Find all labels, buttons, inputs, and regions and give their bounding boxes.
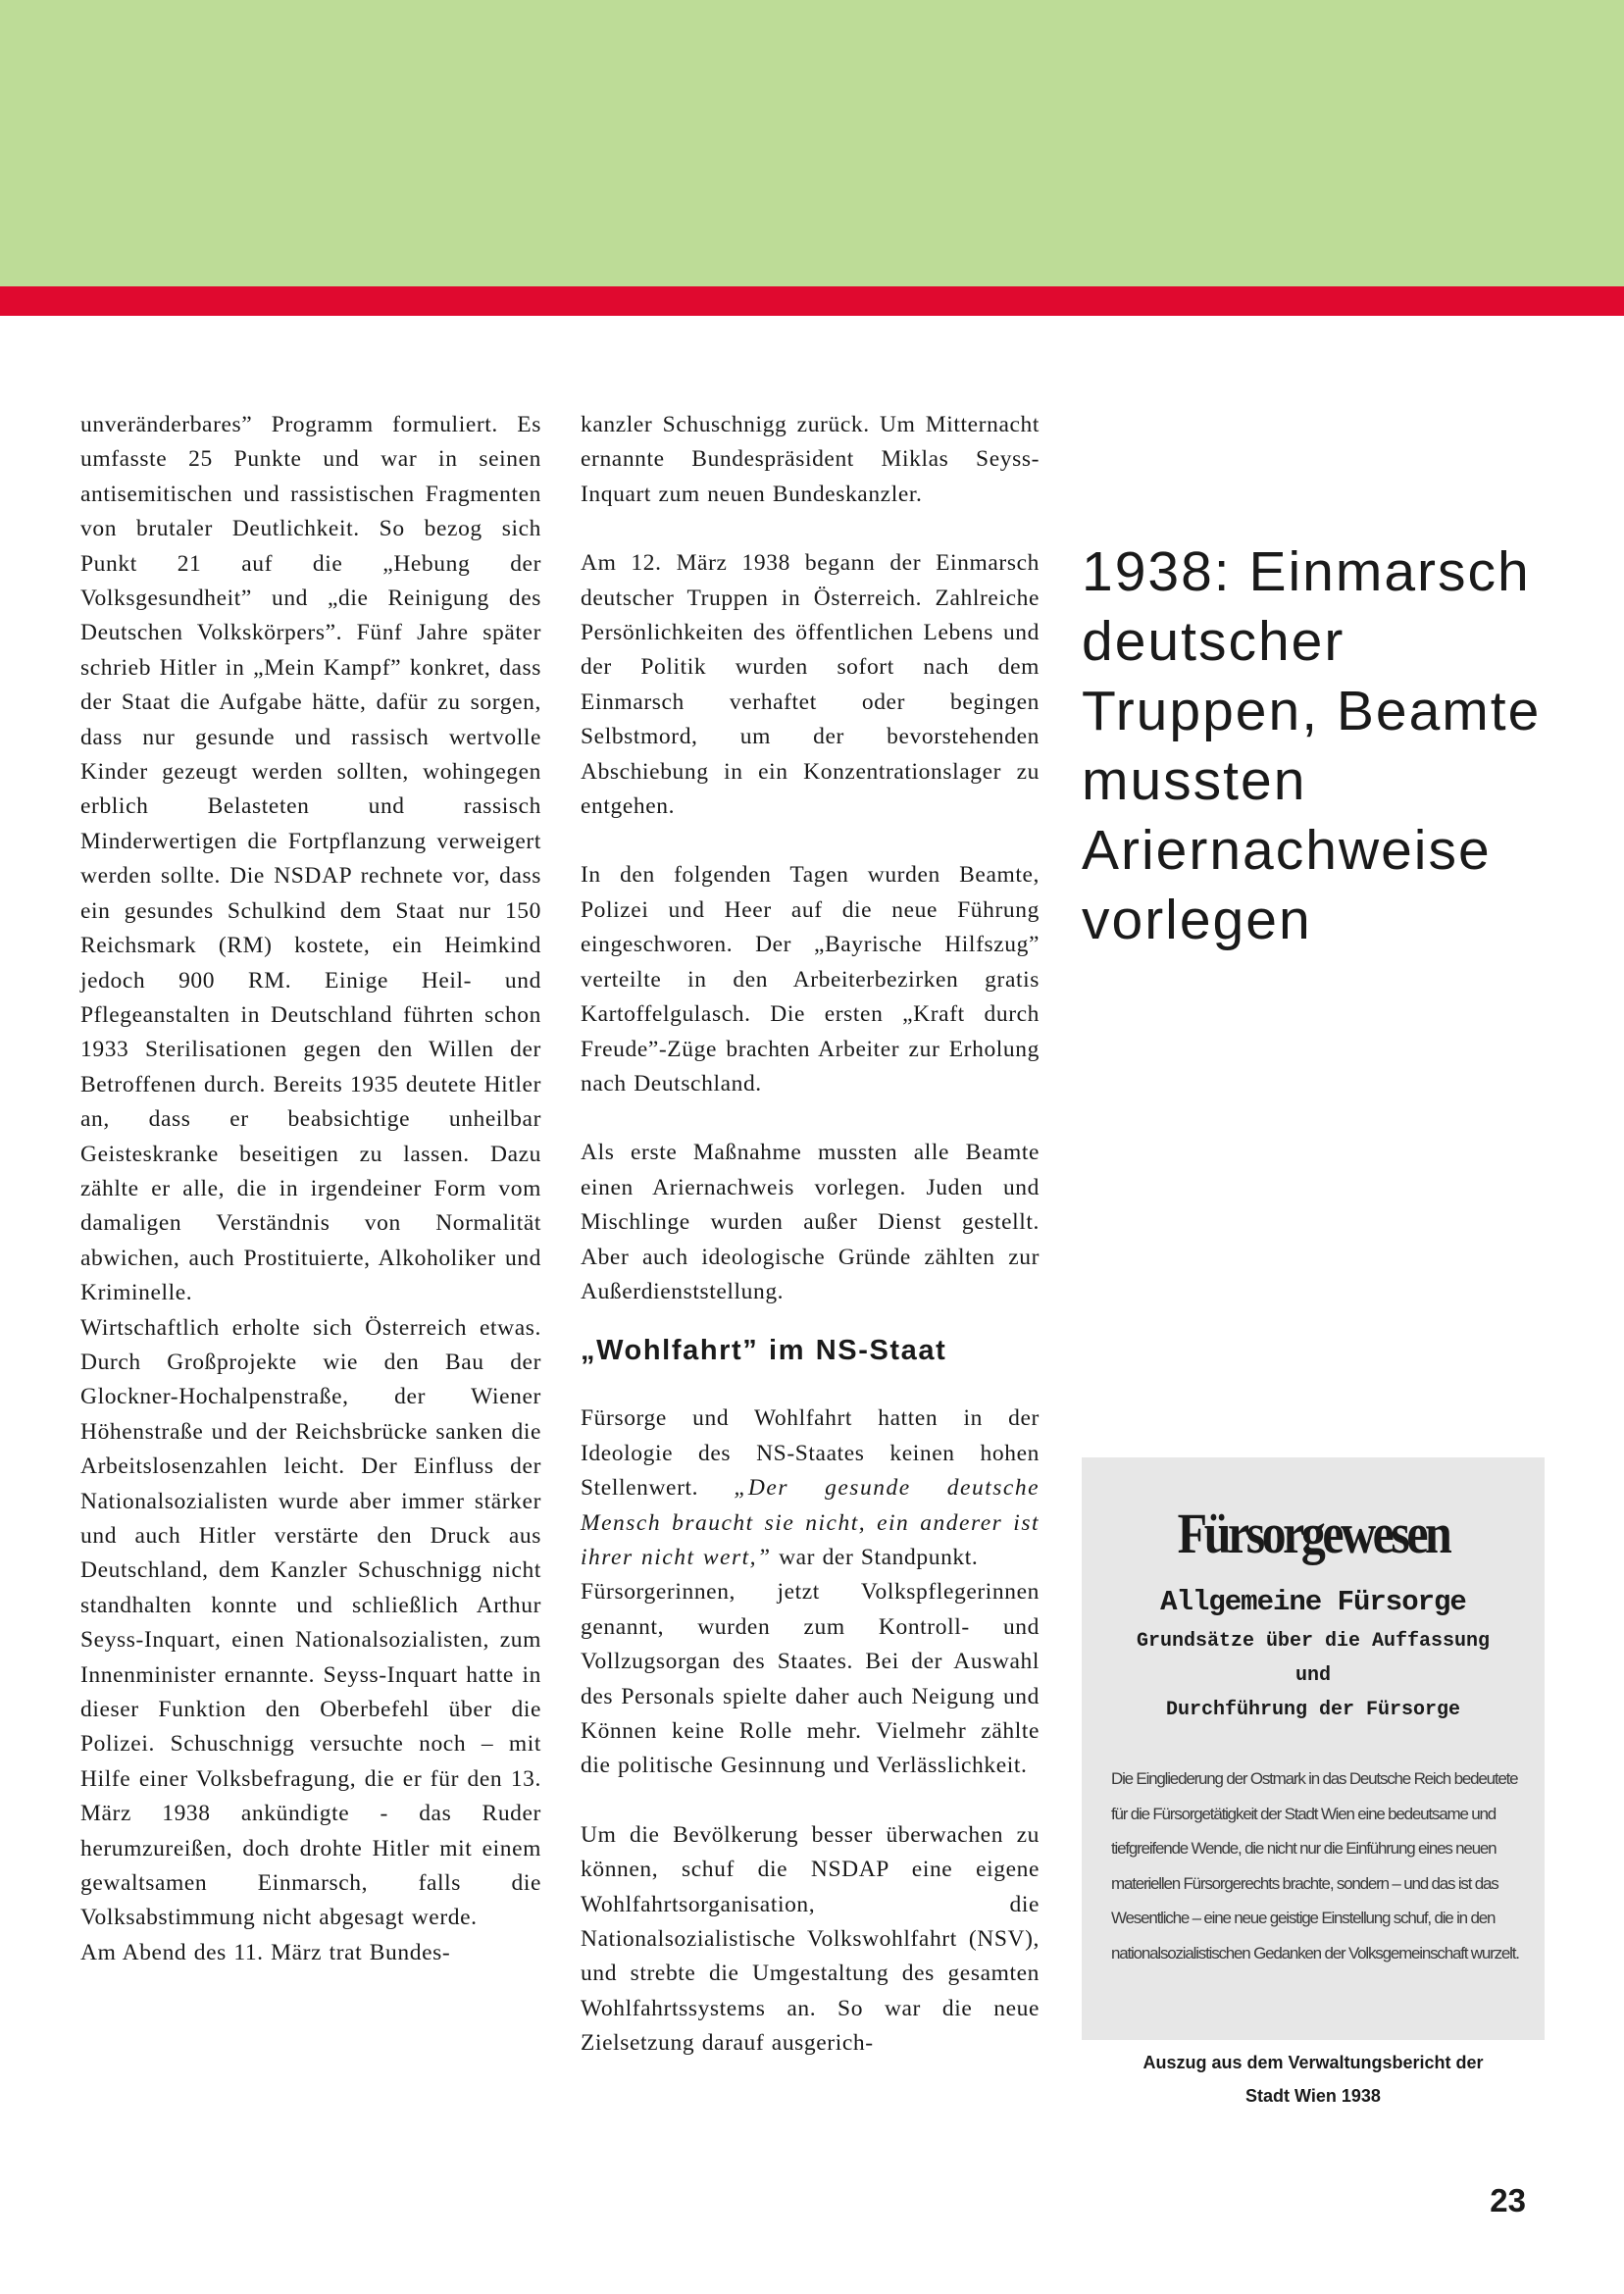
excerpt-heading-line: Grundsätze über die Auffassung [1136,1630,1491,1653]
body-paragraph: Als erste Maßnahme mussten alle Beamte einen Ariernachweis vorlegen. Juden und Mischlinge wurden außer Dienst gestellt. Aber auch ideologische Gründe zählten zur Außerdienststellung. [581,1140,1040,1304]
text-column-left [80,408,541,1970]
excerpt-body: Die Eingliederung der Ostmark in das Deutsche Reich bedeutete für die Fürsorgetätigkeit der Stadt Wien eine bedeutsame und tiefgreifende Wende, die nicht nur die Einführung eines neuen materiellen Fürsorgerechts brachte, sondern – und das ist das Wesentliche – eine neue geistige Einstellung schuf, die in den nationalsozialistischen Gedanken der Volksgemeinschaft wurzelt. [1111,1769,1519,1963]
document-excerpt-box [1082,1457,1545,2040]
excerpt-heading-line: Durchführung der Fürsorge [1165,1699,1461,1721]
body-paragraph [581,1402,1040,1783]
excerpt-title: Fürsorgewesen [1177,1502,1449,1565]
caption-line: Auszug aus dem Verwaltungsbericht der [1142,2053,1484,2072]
body-paragraph: Am 12. März 1938 begann der Einmarsch deutscher Truppen in Österreich. Zahlreiche Persönlichkeiten des öffentlichen Lebens und der Politik wurden sofort nach dem Einmarsch verhaftet oder begingen Selbstmord, um der bevorstehenden Abschiebung in ein Konzentrationslager zu entgehen. [581,550,1040,820]
excerpt-caption [1082,2046,1545,2113]
text-column-middle [581,408,1040,2096]
excerpt-heading-line: und [1294,1664,1331,1687]
text-run: Fürsorgerinnen, jetzt Volkspflegerinnen genannt, wurden zum Kontroll- und Vollzugsorgan des Staates. Bei der Auswahl des Personals spielte daher auch Neigung und Können keine Rolle mehr. Vielmehr zählte die politische Gesinnung und Verlässlichkeit. [581,1579,1040,1779]
excerpt-heading-lines [1082,1624,1545,1727]
pull-quote: 1938: Einmarsch deutscher Truppen, Beamte mussten Ariernachweise vorlegen [1082,540,1542,951]
body-paragraph: In den folgenden Tagen wurden Beamte, Polizei und Heer auf die neue Führung eingeschworen. Der „Bayrische Hilfszug” verteilte in den Arbeiterbezirken gratis Kartoffelgulasch. Die ersten „Kraft durch Freude”-Züge brachten Arbeiter zur Erholung nach Deutschland. [581,862,1040,1096]
body-paragraph: kanzler Schuschnigg zurück. Um Mitternacht ernannte Bundespräsident Miklas Seyss-Inquart zum neuen Bundeskanzler. [581,412,1040,507]
header-green-band [0,0,1624,286]
text-run: Fürsorge und Wohlfahrt hatten in der Ideologie des NS-Staates keinen hohen Stellenwert. [581,1405,1040,1502]
excerpt-subtitle: Allgemeine Fürsorge [1160,1586,1466,1618]
body-paragraph: Am Abend des 11. März trat Bundes- [80,1939,451,1965]
body-paragraph: Um die Bevölkerung besser überwachen zu können, schuf die NSDAP eine eigene Wohlfahrtsorganisation, die Nationalsozialistische Volkswohlfahrt (NSV), und strebte die Umgestaltung des gesamten Wohlfahrtssystems an. So war die neue Zielsetzung darauf ausgerich- [581,1821,1040,2057]
body-paragraph: Wirtschaftlich erholte sich Österreich etwas. Durch Großprojekte wie den Bau der Glockner-Hochalpenstraße, der Wiener Höhenstraße und der Reichsbrücke sanken die Arbeitslosenzahlen leicht. Der Einfluss der Nationalsozialisten wurde aber immer stärker und auch Hitler verstärte den Druck aus Deutschland, dem Kanzler Schuschnigg nicht standhalten konnte und schließlich Arthur Seyss-Inquart, einen Nationalsozialisten, zum Innenminister ernannte. Seyss-Inquart hatte in dieser Funktion den Oberbefehl über die Polizei. Schuschnigg versuchte noch – mit Hilfe einer Volksbefragung, die er für den 13. März 1938 ankündigte - das Ruder herumzureißen, doch drohte Hitler mit einem gewaltsamen Einmarsch, falls die Volksabstimmung nicht abgesagt werde. [80,1314,541,1931]
page-number: 23 [1490,2182,1526,2218]
body-paragraph: unveränderbares” Programm formuliert. Es umfasste 25 Punkte und war in seinen antisemitischen und rassistischen Fragmenten von brutaler Deutlichkeit. So bezog sich Punkt 21 auf die „Hebung der Volksgesundheit” und „die Reinigung des Deutschen Volkskörpers”. Fünf Jahre später schrieb Hitler in „Mein Kampf” konkret, dass der Staat die Aufgabe hätte, dafür zu sorgen, dass nur gesunde und rassisch wertvolle Kinder gezeugt werden sollten, wohingegen erblich Belasteten und rassisch Minderwertigen die Fortpflanzung verweigert werden sollte. Die NSDAP rechnete vor, dass ein gesundes Schulkind dem Staat nur 150 Reichsmark (RM) kostete, ein Heimkind jedoch 900 RM. Einige Heil- und Pflegeanstalten in Deutschland führten schon 1933 Sterilisationen gegen den Willen der Betroffenen durch. Bereits 1935 deutete Hitler an, dass er beabsichtige unheilbar Geisteskranke beseitigen zu lassen. Dazu zählte er alle, die in irgendeiner Form vom damaligen Verständnis von Normalität abwichen, auch Prostituierte, Alkoholiker und Kriminelle. [80,412,541,1306]
text-run: war der Standpunkt. [771,1544,979,1570]
caption-line: Stadt Wien 1938 [1245,2086,1381,2106]
quote-text: „Der gesunde deutsche Mensch braucht sie nicht, ein anderer ist ihrer nicht wert,” [581,1475,1040,1570]
header-red-rule [0,286,1624,316]
section-heading: „Wohlfahrt” im NS-Staat [581,1335,947,1367]
